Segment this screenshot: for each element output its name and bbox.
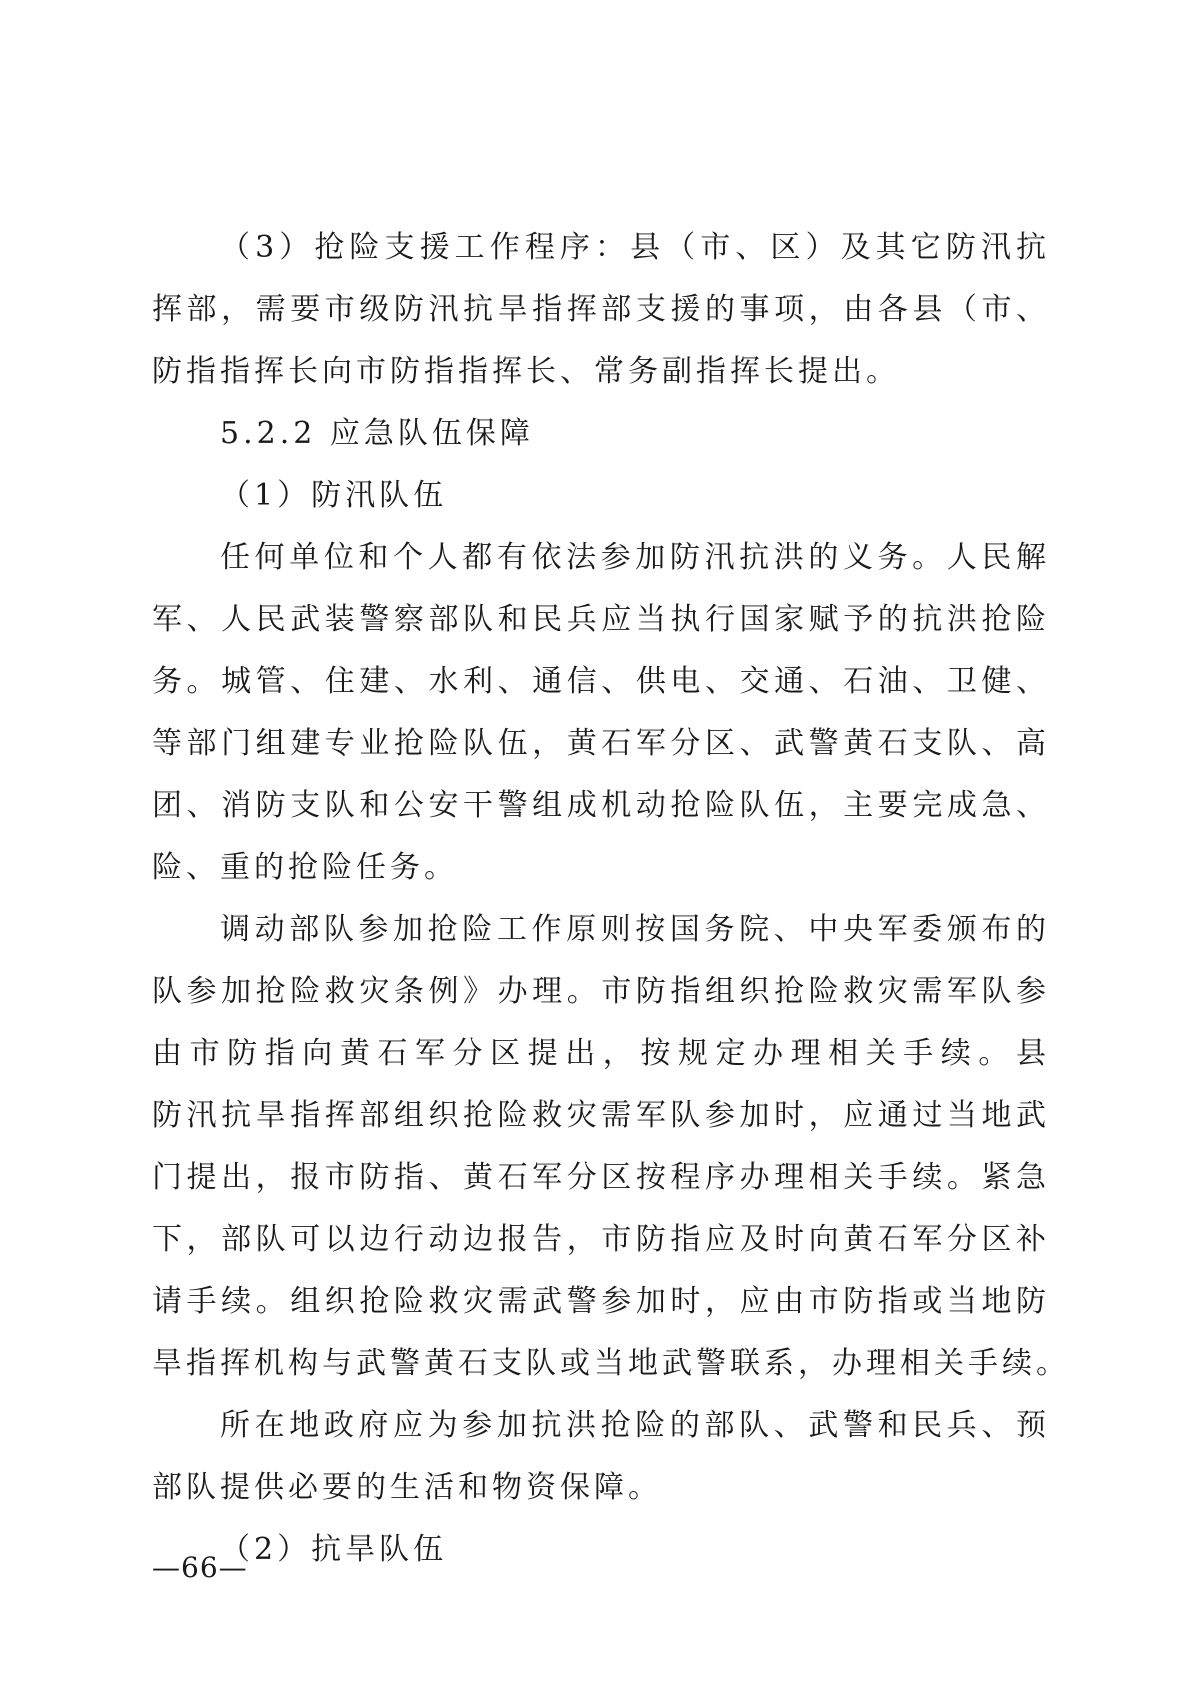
text-line: 务。城管、住建、水利、通信、供电、交通、石油、卫健、	[152, 664, 1050, 699]
text-line: 门提出，报市防指、黄石军分区按程序办理相关手续。紧急	[152, 1160, 1050, 1195]
text-line: 旱指挥机构与武警黄石支队或当地武警联系，办理相关手续。	[152, 1346, 1070, 1381]
document-body	[152, 217, 1070, 1581]
text-line: 下，部队可以边行动边报告，市防指应及时向黄石军分区补	[152, 1222, 1050, 1257]
text-line: 险、重的抢险任务。	[152, 850, 458, 885]
text-line: 等部门组建专业抢险队伍，黄石军分区、武警黄石支队、高	[152, 726, 1050, 761]
text-line: 调动部队参加抢险工作原则按国务院、中央军委颁布的	[220, 912, 1050, 947]
text-line: 由市防指向黄石军分区提出，按规定办理相关手续。县	[152, 1036, 1050, 1071]
text-line: 挥部，需要市级防汛抗旱指挥部支援的事项，由各县（市、	[152, 292, 1050, 327]
text-line: 部队提供必要的生活和物资保障。	[152, 1470, 662, 1505]
page-number: —66—	[152, 1551, 248, 1584]
text-line: 任何单位和个人都有依法参加防汛抗洪的义务。人民解	[220, 540, 1050, 575]
subsection-heading: （2）抗旱队伍	[220, 1532, 448, 1567]
subsection-heading: （1）防汛队伍	[220, 478, 448, 513]
text-line: 请手续。组织抢险救灾需武警参加时，应由市防指或当地防	[152, 1284, 1050, 1319]
text-line: 团、消防支队和公安干警组成机动抢险队伍，主要完成急、	[152, 788, 1050, 823]
text-line: 所在地政府应为参加抗洪抢险的部队、武警和民兵、预	[220, 1408, 1050, 1443]
text-line: （3）抢险支援工作程序：县（市、区）及其它防汛抗	[220, 230, 1050, 265]
text-line: 军、人民武装警察部队和民兵应当执行国家赋予的抗洪抢险	[152, 602, 1050, 637]
text-line: 队参加抢险救灾条例》办理。市防指组织抢险救灾需军队参	[152, 974, 1050, 1009]
text-line: 防汛抗旱指挥部组织抢险救灾需军队参加时，应通过当地武	[152, 1098, 1050, 1133]
text-line: 防指指挥长向市防指指挥长、常务副指挥长提出。	[152, 354, 900, 389]
section-heading: 5.2.2 应急队伍保障	[220, 416, 534, 451]
